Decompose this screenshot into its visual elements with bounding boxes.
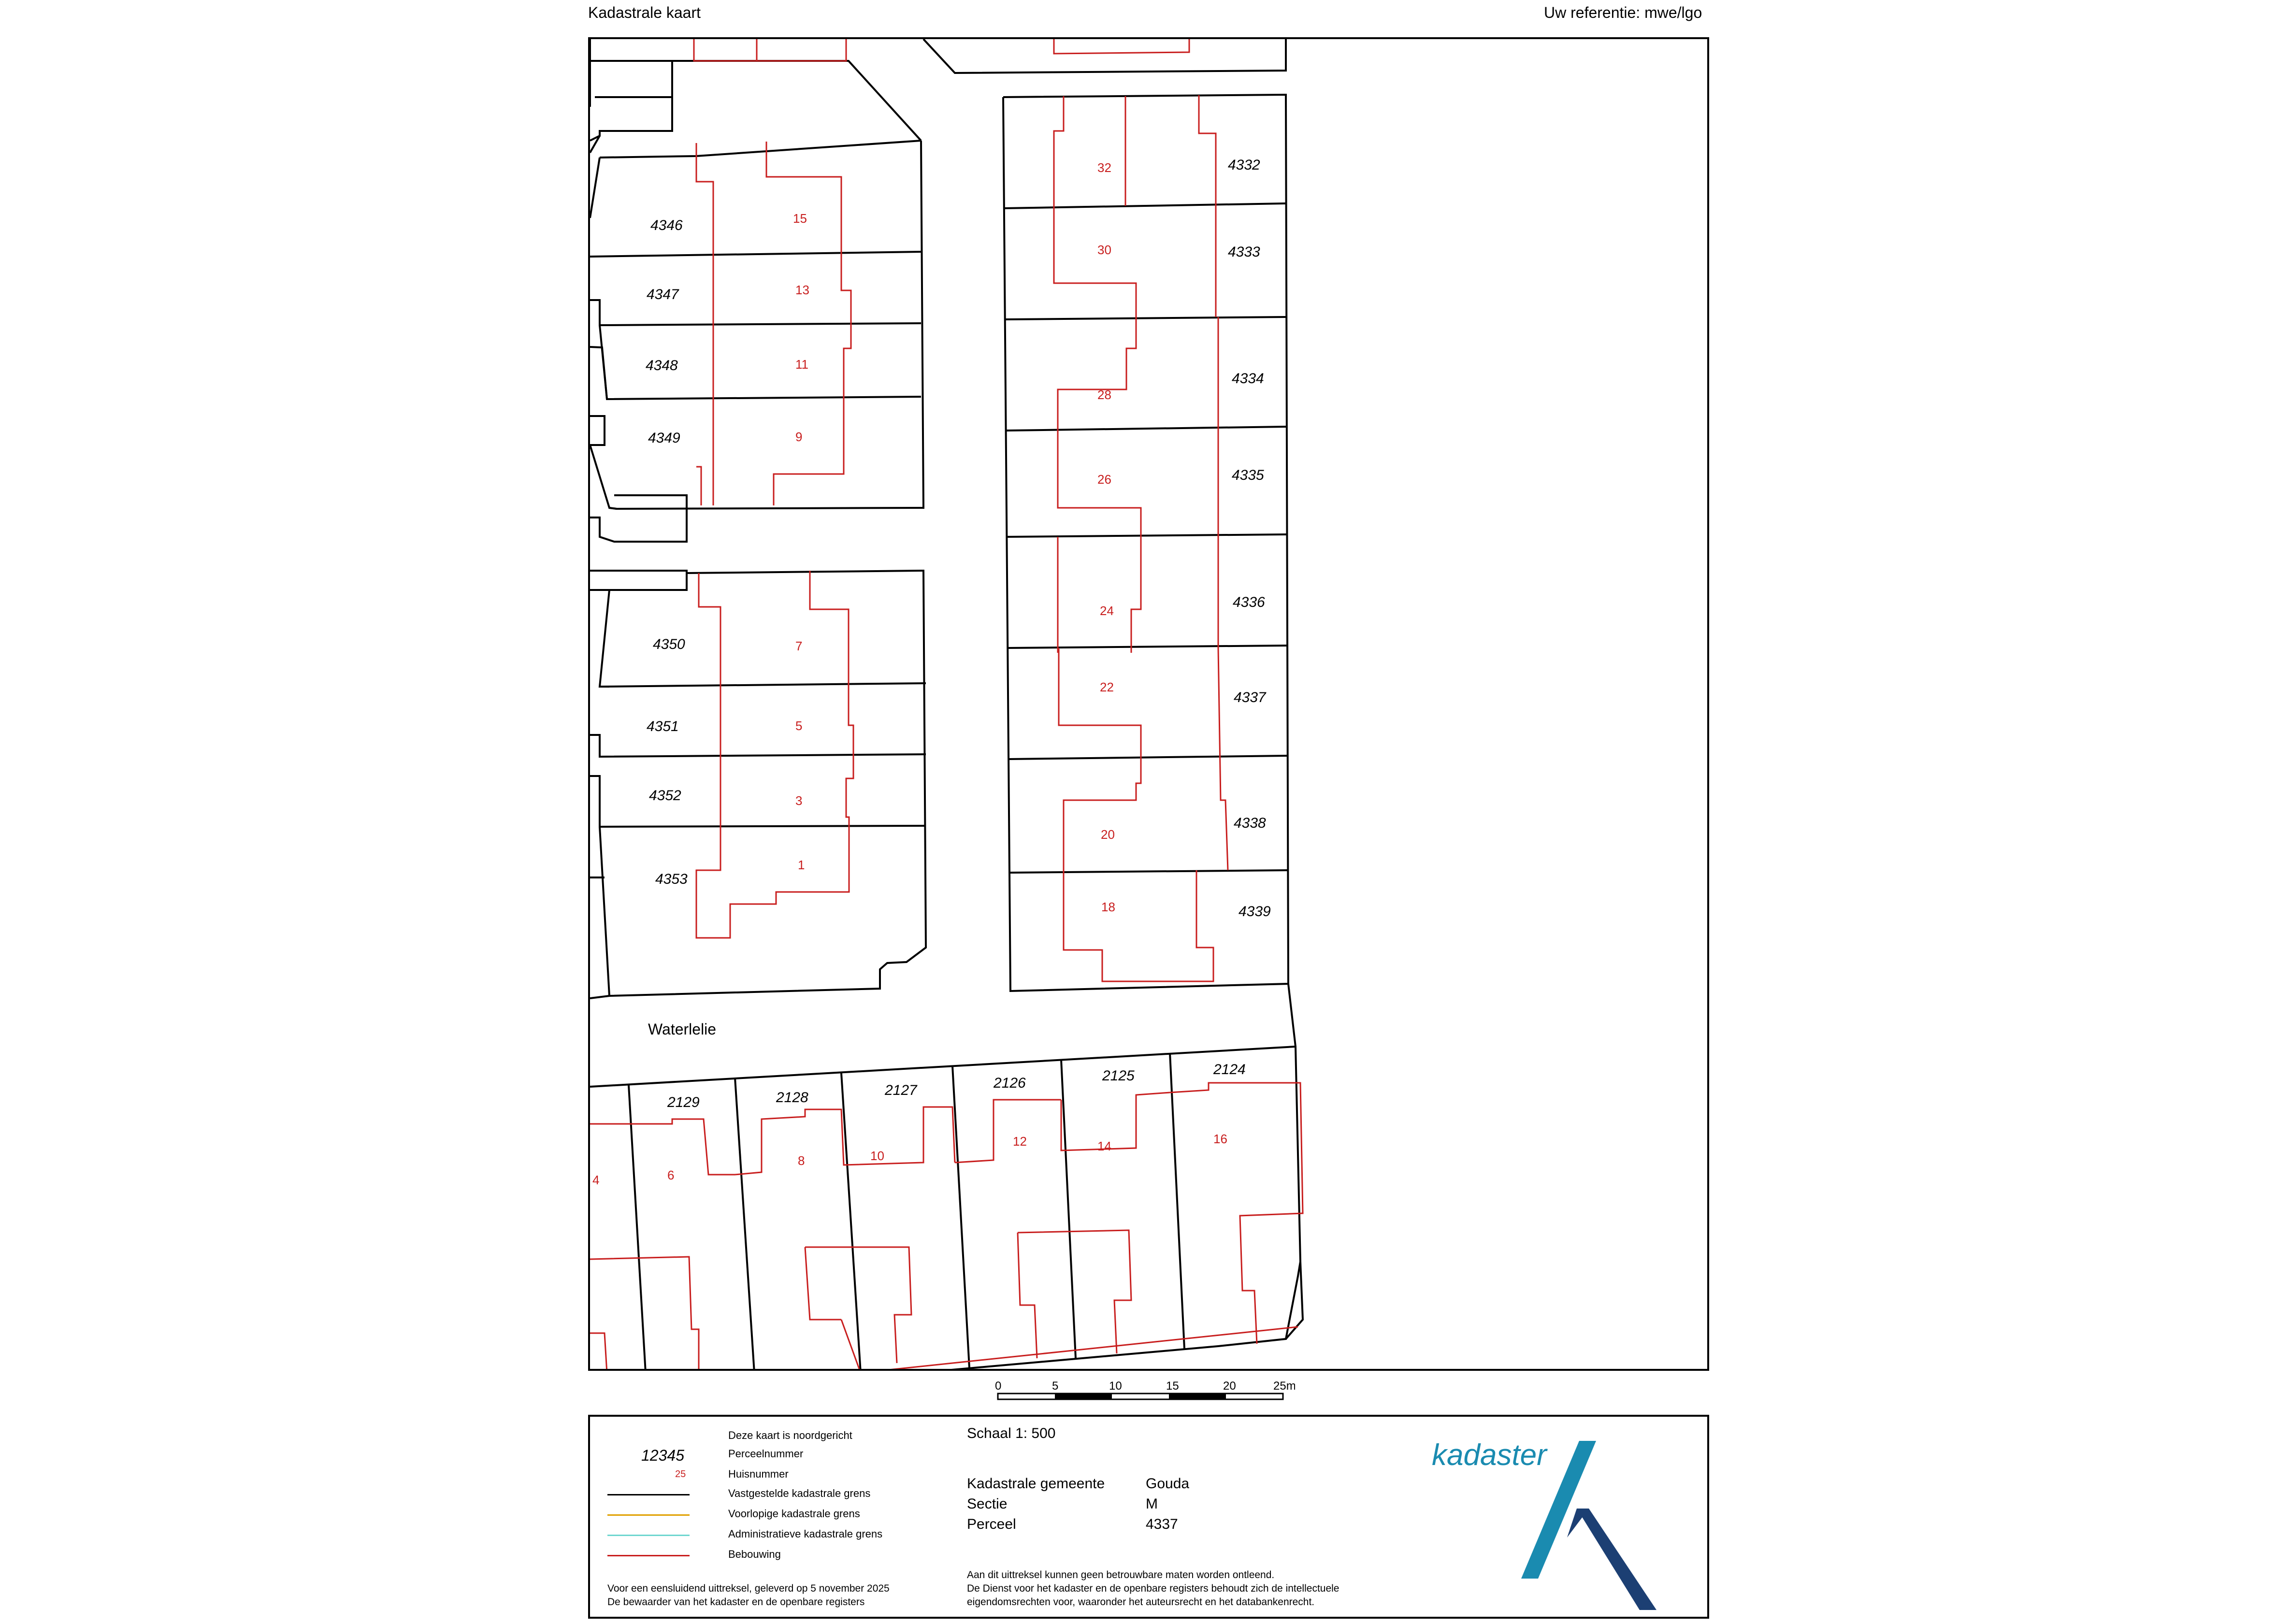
building-outline [1061, 1092, 1170, 1150]
parcel-boundary [1006, 317, 1286, 319]
house-number-label: 13 [795, 283, 809, 297]
house-number-label: 14 [1097, 1139, 1111, 1153]
parcel-number-label: 2125 [1102, 1068, 1135, 1084]
parcel-boundary [1005, 203, 1286, 208]
house-number-label: 11 [795, 357, 808, 372]
parcel-boundary [590, 158, 600, 218]
parcel-boundary [1008, 646, 1287, 648]
scale-tick-label: 15 [1166, 1380, 1179, 1393]
building-outline [1018, 1233, 1037, 1358]
sectie-value: M [1146, 1496, 1158, 1512]
scale-tick-label: 0 [995, 1380, 1002, 1393]
parcel-number-label: 4348 [646, 358, 678, 374]
parcel-number-label: 4334 [1232, 371, 1264, 387]
parcel-boundary [600, 827, 609, 996]
parcel-boundary [600, 590, 609, 687]
parcel-boundary [590, 97, 672, 141]
parcel-boundary [919, 984, 1300, 1371]
parcel-boundary [672, 61, 921, 141]
legend-label: Administratieve kadastrale grens [728, 1528, 883, 1540]
legend-label: Deze kaart is noordgericht [728, 1429, 852, 1441]
legend-item-buildings [607, 1545, 946, 1565]
parcel-number-label: 4338 [1234, 815, 1266, 831]
house-number-label: 16 [1213, 1132, 1227, 1146]
house-number-label: 32 [1097, 160, 1111, 175]
legend-symbol-parcel-number: 12345 [641, 1447, 684, 1464]
parcel-boundary [590, 1047, 1296, 1087]
building-outline [955, 1100, 1061, 1163]
scale-tick-label: 5 [1052, 1380, 1059, 1393]
scale-bar-segment [1055, 1394, 1112, 1399]
scale-tick-label: 25m [1273, 1380, 1295, 1393]
house-number-label: 3 [795, 793, 803, 808]
parcel-boundary [590, 776, 926, 827]
building-outline [629, 1119, 735, 1175]
building-outline [1064, 870, 1213, 981]
building-outline [805, 1247, 841, 1320]
parcel-boundary [590, 416, 605, 445]
parcel-number-label: 4353 [655, 871, 688, 887]
parcel-boundary [590, 347, 607, 399]
scale-bar-frame [998, 1394, 1283, 1399]
parcel-boundary [600, 141, 921, 158]
parcel-number-label: 4347 [647, 287, 679, 302]
legend-item-admin-boundary [607, 1525, 946, 1544]
parcel-boundary [590, 996, 609, 998]
house-number-label: 22 [1100, 680, 1114, 694]
logo-stroke-secondary [1577, 1509, 1656, 1610]
parcel-number-label: 4351 [647, 719, 679, 734]
house-number-label: 24 [1100, 604, 1114, 618]
house-number-label: 9 [795, 430, 803, 444]
scale-tick-label: 20 [1223, 1380, 1236, 1393]
parcel-number-label: 4349 [648, 430, 680, 446]
parcel-number-label: 4352 [649, 788, 681, 804]
parcel-numbers [646, 157, 1271, 1110]
parcel-boundary [735, 1078, 754, 1371]
parcel-number-label: 4332 [1228, 157, 1260, 173]
building-outline [1054, 39, 1189, 54]
gemeente-value: Gouda [1146, 1476, 1190, 1492]
scale-text: Schaal 1: 500 [967, 1425, 1056, 1441]
house-number-label: 1 [798, 858, 805, 872]
parcel-boundary [609, 571, 926, 996]
legend-label: Bebouwing [728, 1548, 781, 1560]
house-number-label: 26 [1097, 472, 1111, 487]
legend-label: Vastgestelde kadastrale grens [728, 1487, 871, 1499]
parcel-boundary [590, 252, 921, 257]
perceel-value: 4337 [1146, 1516, 1178, 1532]
parcel-boundary [590, 495, 687, 542]
legend-line-cyan [607, 1535, 690, 1536]
parcel-number-label: 2127 [885, 1082, 917, 1098]
parcel-boundary [590, 300, 921, 325]
parcel-number-label: 4336 [1233, 594, 1265, 610]
sectie-label: Sectie [967, 1496, 1008, 1512]
parcel-boundary [1008, 534, 1287, 537]
house-number-label: 10 [870, 1149, 884, 1163]
building-outline [590, 1333, 607, 1371]
building-outline [1170, 1083, 1303, 1344]
parcel-number-label: 2124 [1213, 1062, 1246, 1078]
parcel-number-label: 2126 [994, 1075, 1026, 1091]
building-outline [861, 1327, 1298, 1371]
certification-text: Voor een eensluidend uittreksel, geleverd op 5 november 2025 [607, 1583, 890, 1594]
legend-item-parcel-number [607, 1445, 946, 1464]
house-number-label: 18 [1101, 900, 1115, 914]
logo-stroke-secondary [1567, 1509, 1589, 1538]
parcel-boundary [952, 1066, 969, 1368]
legend-line-red [607, 1555, 690, 1556]
parcel-number-label: 4333 [1228, 244, 1260, 260]
buildings [590, 39, 1303, 1371]
parcel-boundary [590, 61, 672, 97]
perceel-label: Perceel [967, 1516, 1016, 1532]
legend-item-fixed-boundary [607, 1484, 946, 1504]
parcel-boundaries [590, 39, 1303, 1371]
house-number-label: 30 [1097, 243, 1111, 257]
building-outline [694, 39, 846, 61]
legend-item-house-number [607, 1465, 946, 1484]
parcel-boundary [1007, 427, 1287, 431]
legend-line-black [607, 1494, 690, 1495]
parcel-boundary [1010, 870, 1288, 873]
building-outline [1131, 537, 1141, 653]
parcel-number-label: 4339 [1239, 904, 1271, 920]
house-number-label: 20 [1101, 827, 1115, 842]
map-title: Kadastrale kaart [588, 4, 701, 21]
legend-label: Perceelnummer [728, 1448, 804, 1460]
building-outline [1218, 648, 1228, 870]
parcel-number-label: 2128 [776, 1090, 808, 1106]
parcel-boundary [1009, 756, 1287, 759]
parcel-boundary [923, 39, 1286, 73]
street-name-label: Waterlelie [648, 1020, 717, 1038]
scale-tick-label: 10 [1109, 1380, 1122, 1393]
parcel-number-label: 4337 [1234, 690, 1266, 705]
legend-item-provisional-boundary [607, 1505, 946, 1524]
house-number-label: 15 [793, 211, 807, 226]
parcel-number-label: 4350 [653, 636, 685, 652]
kadaster-logo [1417, 1426, 1688, 1615]
legend-item-north [607, 1426, 946, 1446]
parcel-boundary [600, 683, 926, 687]
legend-label: Huisnummer [728, 1468, 789, 1480]
parcel-boundary [629, 1085, 646, 1371]
house-number-label: 5 [795, 719, 803, 733]
parcel-boundary [1170, 1053, 1184, 1349]
legend-label: Voorlopige kadastrale grens [728, 1508, 860, 1520]
disclaimer-text: eigendomsrechten voor, waaronder het auteursrecht en het databankenrecht. [967, 1596, 1315, 1608]
disclaimer-text: De Dienst voor het kadaster en de openbare registers behoudt zich de intellectuele [967, 1583, 1339, 1594]
building-outline [696, 467, 701, 505]
house-number-label: 8 [798, 1153, 805, 1168]
building-outline [1199, 95, 1216, 317]
scale-bar-segment [1169, 1394, 1226, 1399]
certification-text: De bewaarder van het kadaster en de openbare registers [607, 1596, 865, 1608]
legend-symbol-house-number: 25 [675, 1469, 686, 1480]
reference-text: Uw referentie: mwe/lgo [1544, 4, 1702, 21]
house-number-label: 6 [667, 1168, 675, 1182]
parcel-boundary [590, 445, 617, 509]
parcel-boundary [1003, 95, 1288, 991]
parcel-number-label: 2129 [667, 1094, 700, 1110]
house-number-label: 4 [592, 1173, 600, 1187]
legend-line-orange [607, 1514, 690, 1516]
gemeente-label: Kadastrale gemeente [967, 1476, 1105, 1492]
house-number-label: 28 [1097, 388, 1111, 402]
parcel-boundary [1061, 1060, 1076, 1358]
disclaimer-text: Aan dit uittreksel kunnen geen betrouwbare maten worden ontleend. [967, 1569, 1275, 1581]
cadastral-map[interactable] [588, 37, 1709, 1371]
scale-bar [995, 1377, 1295, 1406]
house-number-label: 12 [1013, 1134, 1027, 1149]
kadaster-logo-text: kadaster [1432, 1438, 1547, 1472]
parcel-boundary [590, 735, 926, 757]
parcel-number-label: 4335 [1232, 467, 1264, 483]
legend-panel [588, 1415, 1709, 1619]
house-number-label: 7 [795, 639, 803, 653]
parcel-boundary [590, 571, 687, 590]
parcel-number-label: 4346 [650, 217, 683, 233]
